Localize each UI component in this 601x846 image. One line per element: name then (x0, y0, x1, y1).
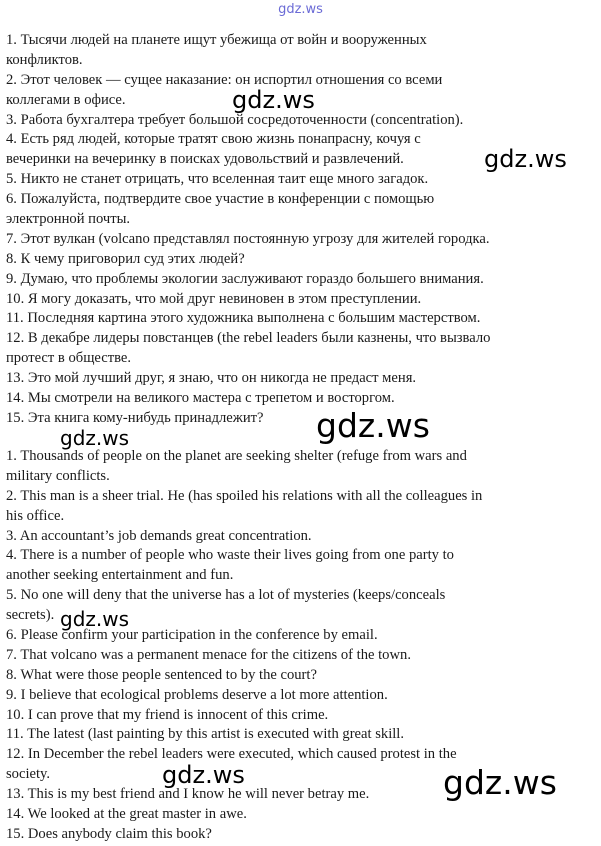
text-line: вечеринки на вечеринку в поисках удовольствий и развлечений. (6, 151, 404, 168)
watermark: gdz.ws (60, 607, 130, 631)
text-line: 14. We looked at the great master in awe. (6, 806, 247, 823)
text-line: another seeking entertainment and fun. (6, 567, 234, 584)
text-line: 8. К чему приговорил суд этих людей? (6, 250, 245, 267)
text-line: 4. There is a number of people who waste their lives going from one party to (6, 547, 454, 564)
text-line: коллегами в офисе. (6, 91, 126, 108)
text-line: 3. An accountant’s job demands great concentration. (6, 527, 312, 544)
text-line: 3. Работа бухгалтера требует большой сосредоточенности (concentration). (6, 111, 464, 128)
text-line: 1. Тысячи людей на планете ищут убежища от войн и вооруженных (6, 32, 427, 48)
text-line: 1. Thousands of people on the planet are seeking shelter (refuge from wars and (6, 448, 467, 464)
text-line: his office. (6, 507, 65, 524)
text-line: электронной почты. (6, 211, 131, 228)
watermark: gdz.ws (443, 763, 557, 802)
text-line: 13. Это мой лучший друг, я знаю, что он никогда не предаст меня. (6, 370, 417, 387)
text-line: 6. Пожалуйста, подтвердите свое участие в конференции с помощью (6, 191, 435, 208)
watermark: gdz.ws (484, 145, 567, 173)
text-line: secrets). (6, 607, 55, 624)
text-line: 8. What were those people sentenced to by the court? (6, 666, 317, 683)
text-line: 9. Думаю, что проблемы экологии заслуживают гораздо большего внимания. (6, 270, 484, 287)
text-line: 15. Does anybody claim this book? (6, 825, 212, 842)
text-line: 9. I believe that ecological problems deserve a lot more attention. (6, 686, 388, 703)
text-line: 2. Этот человек — сущее наказание: он испортил отношения со всеми (6, 71, 443, 88)
text-line: протест в обществе. (6, 350, 132, 367)
text-line: 7. That volcano was a permanent menace for the citizens of the town. (6, 646, 411, 663)
text-line: 13. This is my best friend and I know he will never betray me. (6, 786, 370, 803)
text-line: 7. Этот вулкан (volcano представлял постоянную угрозу для жителей городка. (6, 230, 490, 247)
text-line: 12. В декабре лидеры повстанцев (the rebel leaders были казнены, что вызвало (6, 330, 491, 347)
text-line: 10. I can prove that my friend is innocent of this crime. (6, 706, 329, 723)
watermark: gdz.ws (162, 761, 245, 789)
text-line: 5. Никто не станет отрицать, что вселенная таит еще много загадок. (6, 171, 429, 188)
text-line: 10. Я могу доказать, что мой друг невиновен в этом преступлении. (6, 290, 422, 307)
text-line: 5. No one will deny that the universe has a lot of mysteries (keeps/conceals (6, 587, 446, 604)
text-line: 14. Мы смотрели на великого мастера с трепетом и восторгом. (6, 390, 395, 407)
watermark: gdz.ws (316, 406, 430, 445)
text-line: 6. Please confirm your participation in the conference by email. (6, 627, 378, 644)
text-line: 2. This man is a sheer trial. He (has spoiled his relations with all the colleagues in (6, 487, 483, 504)
site-mark[interactable]: gdz.ws (278, 2, 323, 17)
watermark: gdz.ws (60, 426, 130, 450)
text-line: 11. The latest (last painting by this artist is executed with great skill. (6, 726, 405, 743)
text-line: 15. Эта книга кому-нибудь принадлежит? (6, 409, 264, 426)
watermark: gdz.ws (232, 86, 315, 114)
text-line: society. (6, 766, 51, 783)
text-line: 4. Есть ряд людей, которые тратят свою жизнь понапрасну, кочуя с (6, 131, 421, 148)
text-line: 12. In December the rebel leaders were executed, which caused protest in the (6, 746, 457, 763)
text-line: конфликтов. (6, 51, 83, 68)
text-line: military conflicts. (6, 467, 110, 484)
text-line: 11. Последняя картина этого художника выполнена с большим мастерством. (6, 310, 481, 327)
